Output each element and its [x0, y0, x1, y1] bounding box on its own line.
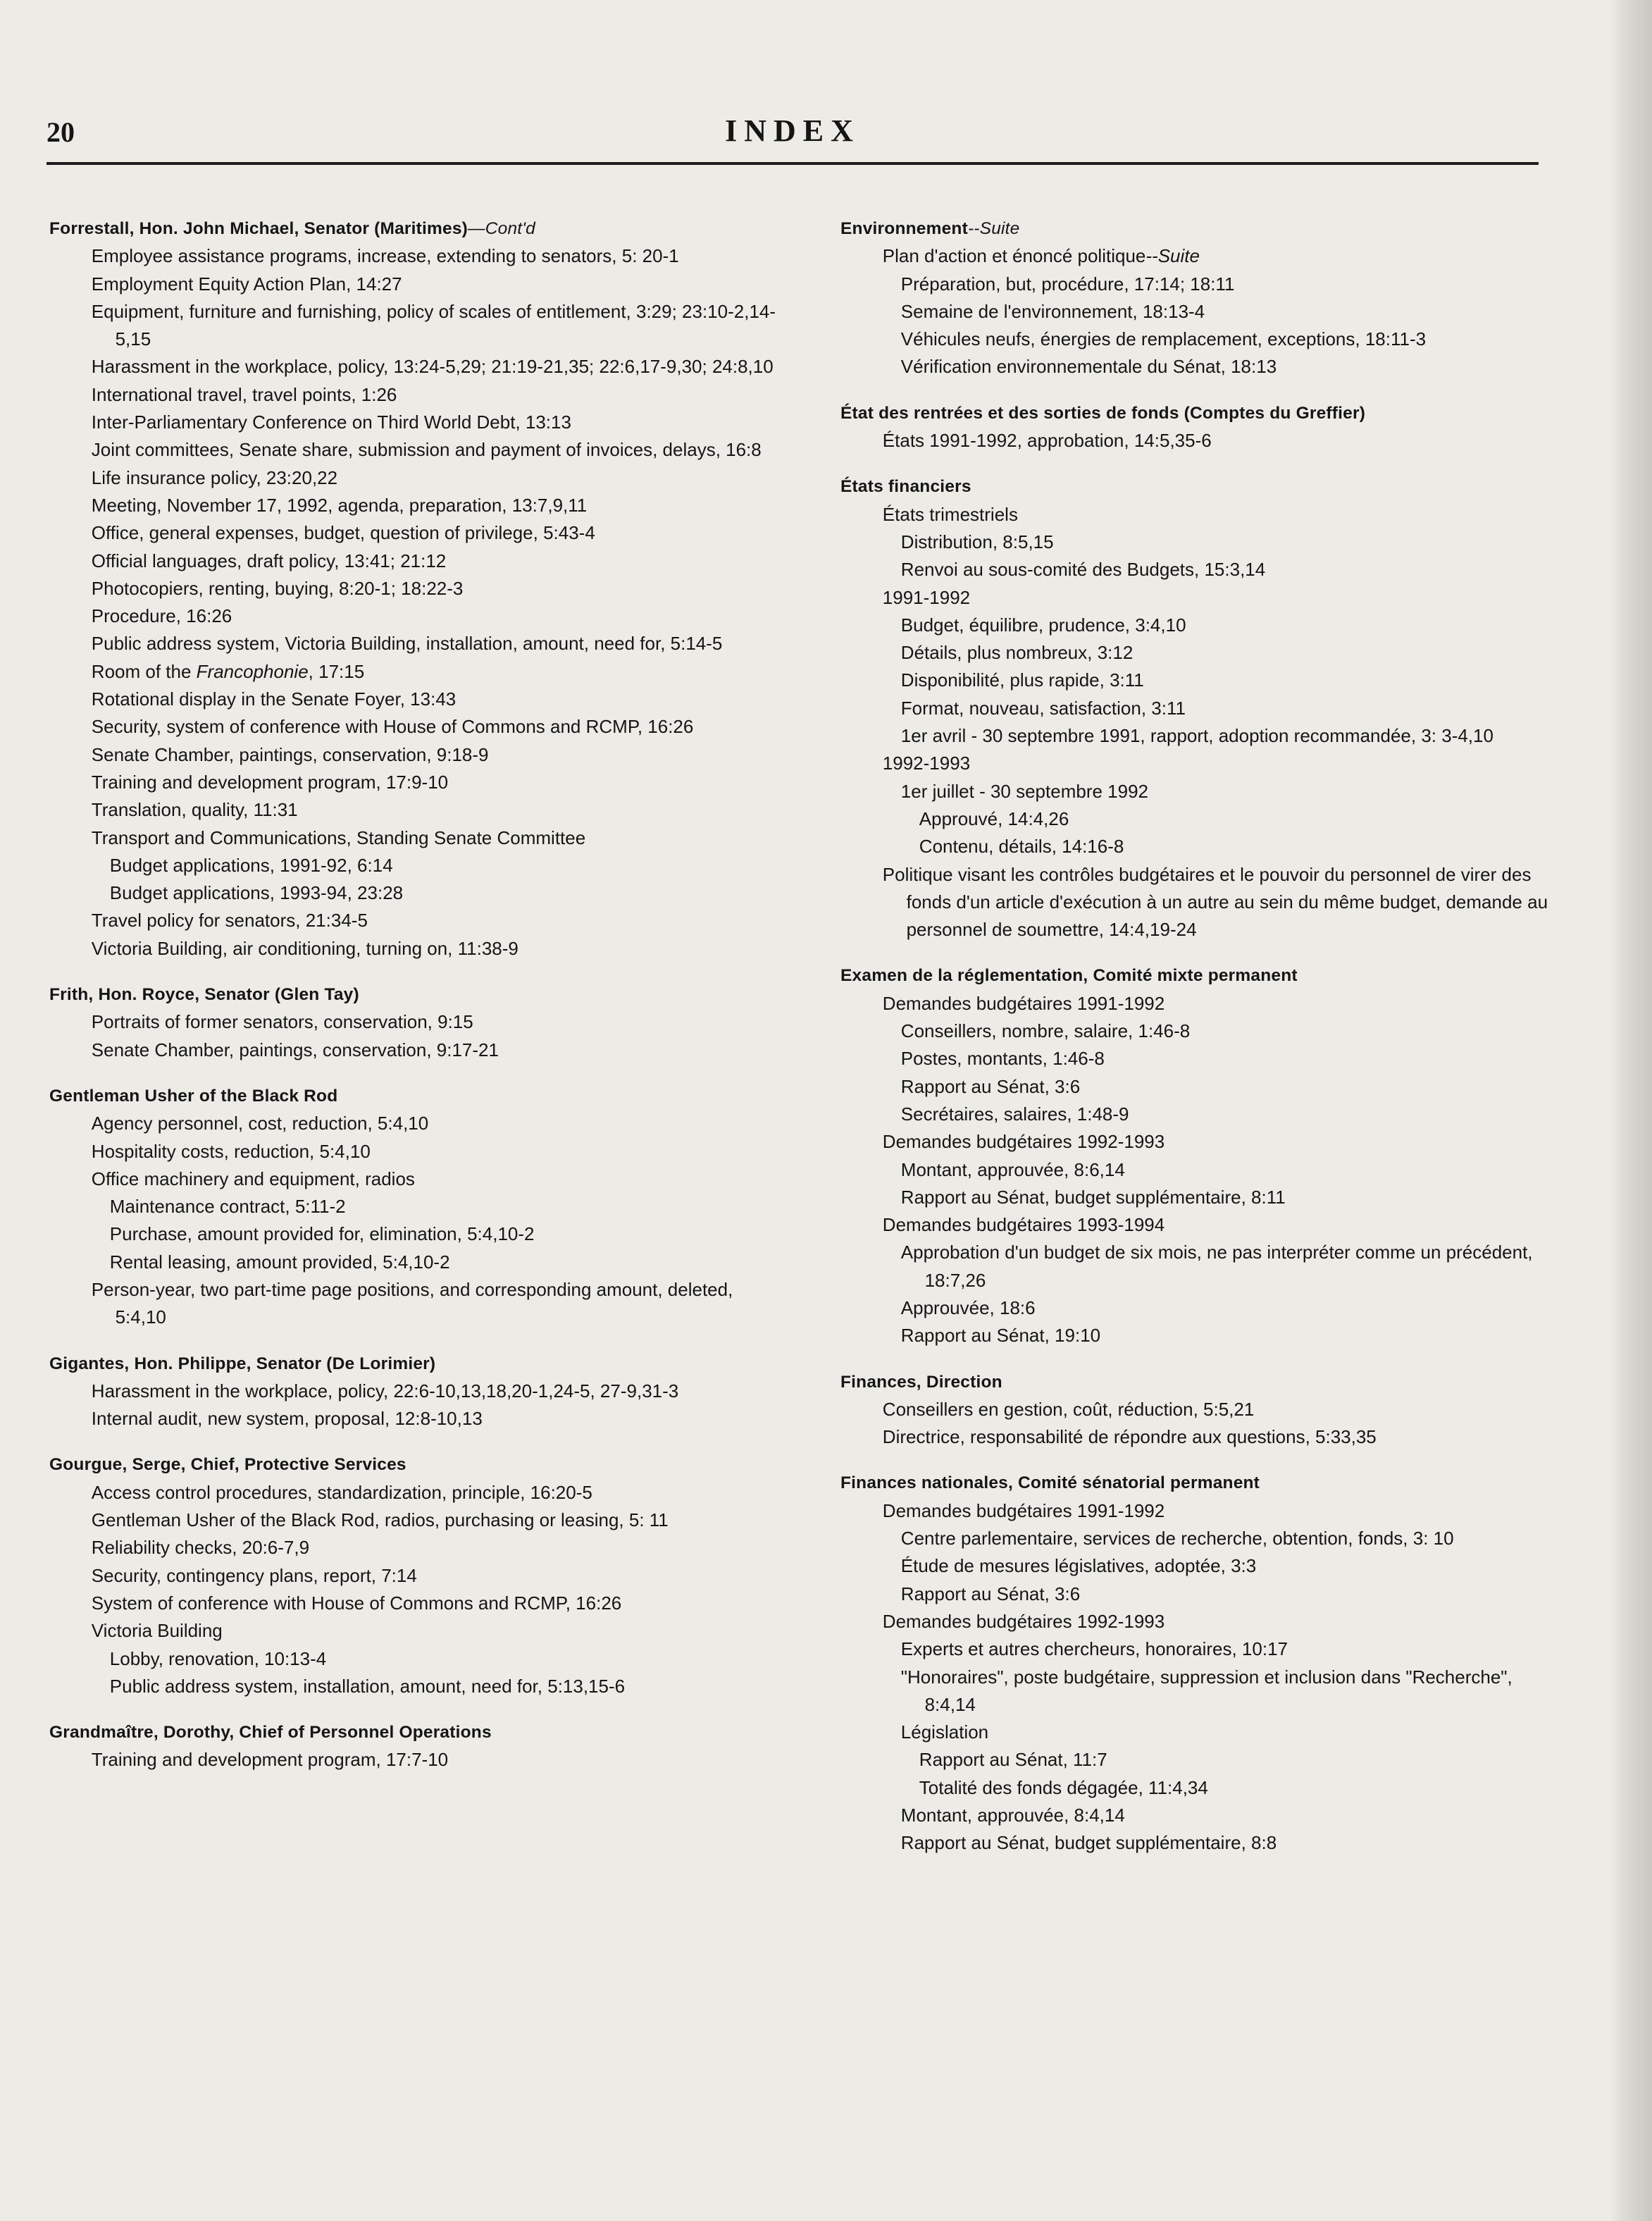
- index-entry: [840, 1469, 1563, 1857]
- index-subentry: Préparation, but, procédure, 17:14; 18:11: [900, 273, 1235, 295]
- index-subentry: 1991-1992: [882, 586, 971, 608]
- index-subentry: Employee assistance programs, increase, extending to senators, 5: 20-1: [91, 245, 679, 267]
- index-subentry: Official languages, draft policy, 13:41; 21:12: [91, 550, 447, 571]
- index-subentry: Public address system, Victoria Building, installation, amount, need for, 5:14-5: [91, 633, 723, 655]
- index-subentry: Rental leasing, amount provided, 5:4,10-2: [109, 1251, 450, 1273]
- index-subentry: Conseillers en gestion, coût, réduction, 5:5,21: [882, 1398, 1255, 1420]
- index-subentry: Office machinery and equipment, radios: [91, 1168, 415, 1189]
- index-subentry: Experts et autres chercheurs, honoraires, 10:17: [900, 1638, 1288, 1660]
- index-subentry: Rapport au Sénat, budget supplémentaire, 8:11: [900, 1186, 1286, 1208]
- index-subentry: Inter-Parliamentary Conference on Third World Debt, 13:13: [91, 412, 571, 433]
- index-subentry: Demandes budgétaires 1992-1993: [882, 1610, 1165, 1632]
- index-heading: Gigantes, Hon. Philippe, Senator (De Lorimier): [49, 1354, 436, 1373]
- index-entry: [840, 962, 1563, 1349]
- index-heading: Gourgue, Serge, Chief, Protective Services: [49, 1455, 406, 1475]
- index-subentry: Renvoi au sous-comité des Budgets, 15:3,14: [900, 559, 1266, 581]
- index-heading: Grandmaître, Dorothy, Chief of Personnel Operations: [49, 1723, 492, 1743]
- index-subentry: Life insurance policy, 23:20,22: [91, 466, 338, 488]
- index-subentry: Senate Chamber, paintings, conservation, 9:17-21: [91, 1039, 499, 1060]
- index-subentry: Harassment in the workplace, policy, 13:24-5,29; 21:19-21,35; 22:6,17-9,30; 24:8,10: [91, 356, 774, 378]
- index-subentry: Agency personnel, cost, reduction, 5:4,10: [91, 1113, 429, 1134]
- index-heading: Examen de la réglementation, Comité mixte permanent: [840, 966, 1298, 986]
- index-column-left: [49, 215, 785, 1793]
- index-subentry: Rapport au Sénat, 3:6: [900, 1583, 1081, 1604]
- index-subentry: Training and development program, 17:7-10: [91, 1749, 449, 1771]
- index-subentry: "Honoraires", poste budgétaire, suppression et inclusion dans "Recherche", 8:4,14: [900, 1666, 1513, 1715]
- index-entry: [49, 1451, 785, 1700]
- index-subentry: Equipment, furniture and furnishing, policy of scales of entitlement, 3:29; 23:10-2,14-5,15: [91, 300, 776, 350]
- index-subentry: Purchase, amount provided for, elimination, 5:4,10-2: [109, 1223, 535, 1245]
- index-heading: Finances nationales, Comité sénatorial permanent: [840, 1473, 1260, 1493]
- index-subentry: 1er avril - 30 septembre 1991, rapport, adoption recommandée, 3: 3-4,10: [900, 725, 1493, 747]
- index-subentry: Approuvée, 18:6: [900, 1297, 1036, 1318]
- index-subentry: Contenu, détails, 14:16-8: [919, 836, 1124, 858]
- index-entry: [49, 981, 785, 1064]
- index-subentry: System of conference with House of Commons and RCMP, 16:26: [91, 1592, 622, 1614]
- index-subentry: Semaine de l'environnement, 18:13-4: [900, 300, 1205, 322]
- index-subentry: Senate Chamber, paintings, conservation, 9:18-9: [91, 743, 489, 765]
- index-heading: Environnement--Suite: [840, 219, 1020, 238]
- index-entry: [840, 215, 1563, 381]
- index-entry: [49, 1719, 785, 1774]
- index-heading: États financiers: [840, 477, 971, 497]
- index-subentry: Rotational display in the Senate Foyer, 13:43: [91, 688, 457, 710]
- index-heading: État des rentrées et des sorties de fonds (Comptes du Greffier): [840, 403, 1366, 423]
- index-subentry: Demandes budgétaires 1993-1994: [882, 1214, 1165, 1236]
- index-subentry: États trimestriels: [882, 503, 1018, 525]
- index-subentry: Rapport au Sénat, budget supplémentaire, 8:8: [900, 1832, 1277, 1854]
- index-subentry: Harassment in the workplace, policy, 22:6-10,13,18,20-1,24-5, 27-9,31-3: [91, 1380, 679, 1402]
- index-subentry: Person-year, two part-time page positions, and corresponding amount, deleted, 5:4,10: [91, 1278, 733, 1328]
- index-subentry: Security, contingency plans, report, 7:14: [91, 1564, 417, 1586]
- index-subentry: États 1991-1992, approbation, 14:5,35-6: [882, 430, 1212, 452]
- index-subentry: Distribution, 8:5,15: [900, 531, 1054, 552]
- index-subentry: Budget applications, 1993-94, 23:28: [109, 882, 404, 904]
- index-subentry: Format, nouveau, satisfaction, 3:11: [900, 697, 1186, 719]
- index-subentry: Photocopiers, renting, buying, 8:20-1; 18:22-3: [91, 577, 464, 599]
- index-subentry: Demandes budgétaires 1992-1993: [882, 1131, 1165, 1153]
- index-subentry: Employment Equity Action Plan, 14:27: [91, 273, 402, 295]
- index-subentry: Gentleman Usher of the Black Rod, radios, purchasing or leasing, 5: 11: [91, 1509, 669, 1531]
- index-subentry: 1992-1993: [882, 753, 971, 774]
- index-subentry: Plan d'action et énoncé politique--Suite: [882, 245, 1200, 267]
- index-subentry: Transport and Communications, Standing Senate Committee: [91, 827, 586, 848]
- index-entry: [49, 1350, 785, 1433]
- index-entry: [49, 1082, 785, 1332]
- index-subentry: Directrice, responsabilité de répondre aux questions, 5:33,35: [882, 1426, 1377, 1448]
- page-number: 20: [46, 116, 75, 148]
- index-subentry: Législation: [900, 1721, 989, 1743]
- index-subentry: 1er juillet - 30 septembre 1992: [900, 780, 1148, 802]
- index-heading: Gentleman Usher of the Black Rod: [49, 1086, 338, 1106]
- index-subentry: Training and development program, 17:9-10: [91, 771, 449, 793]
- index-subentry: Centre parlementaire, services de recherche, obtention, fonds, 3: 10: [900, 1528, 1454, 1549]
- index-subentry: Reliability checks, 20:6-7,9: [91, 1537, 310, 1559]
- index-subentry: Victoria Building: [91, 1620, 223, 1642]
- index-heading: Frith, Hon. Royce, Senator (Glen Tay): [49, 985, 359, 1005]
- index-subentry: Vérification environnementale du Sénat, 18:13: [900, 356, 1277, 378]
- index-subentry: Room of the Francophonie, 17:15: [91, 660, 365, 682]
- index-subentry: Joint committees, Senate share, submission and payment of invoices, delays, 16:8: [91, 439, 762, 461]
- index-subentry: Totalité des fonds dégagée, 11:4,34: [919, 1776, 1208, 1798]
- running-title: INDEX: [725, 113, 860, 148]
- index-subentry: Office, general expenses, budget, question of privilege, 5:43-4: [91, 522, 595, 544]
- index-subentry: Rapport au Sénat, 19:10: [900, 1325, 1101, 1347]
- index-subentry: Secrétaires, salaires, 1:48-9: [900, 1103, 1129, 1125]
- index-entry: [840, 1368, 1563, 1452]
- index-subentry: Rapport au Sénat, 3:6: [900, 1075, 1081, 1097]
- index-entry: [840, 473, 1563, 944]
- index-subentry: Security, system of conference with House of Commons and RCMP, 16:26: [91, 716, 694, 738]
- index-subentry: Victoria Building, air conditioning, turning on, 11:38-9: [91, 937, 518, 959]
- index-subentry: Étude de mesures législatives, adoptée, 3:3: [900, 1555, 1257, 1577]
- page-header: [46, 106, 1539, 165]
- index-subentry: International travel, travel points, 1:26: [91, 383, 397, 405]
- index-subentry: Procedure, 16:26: [91, 605, 232, 627]
- index-subentry: Véhicules neufs, énergies de remplacement, exceptions, 18:11-3: [900, 328, 1427, 350]
- index-subentry: Rapport au Sénat, 11:7: [919, 1749, 1107, 1771]
- index-subentry: Montant, approuvée, 8:4,14: [900, 1805, 1125, 1826]
- index-subentry: Budget applications, 1991-92, 6:14: [109, 854, 393, 876]
- index-subentry: Approbation d'un budget de six mois, ne pas interpréter comme un précédent, 18:7,26: [900, 1242, 1533, 1291]
- index-subentry: Montant, approuvée, 8:6,14: [900, 1158, 1125, 1180]
- index-subentry: Demandes budgétaires 1991-1992: [882, 1499, 1165, 1521]
- index-subentry: Translation, quality, 11:31: [91, 799, 298, 821]
- index-subentry: Lobby, renovation, 10:13-4: [109, 1647, 327, 1669]
- index-subentry: Détails, plus nombreux, 3:12: [900, 642, 1134, 664]
- index-subentry: Internal audit, new system, proposal, 12:8-10,13: [91, 1408, 483, 1430]
- index-subentry: Maintenance contract, 5:11-2: [109, 1196, 346, 1218]
- index-subentry: Postes, montants, 1:46-8: [900, 1048, 1105, 1070]
- index-subentry: Access control procedures, standardization, principle, 16:20-5: [91, 1481, 592, 1503]
- index-subentry: Meeting, November 17, 1992, agenda, preparation, 13:7,9,11: [91, 494, 588, 516]
- index-heading: Finances, Direction: [840, 1372, 1002, 1392]
- index-subentry: Politique visant les contrôles budgétaires et le pouvoir du personnel de virer des fonds d'un article d'exécution à un autre au sein du même budget, demande au personnel de soumettre, 14:4,19-24: [882, 863, 1548, 941]
- index-entry: [840, 400, 1563, 455]
- index-subentry: Budget, équilibre, prudence, 3:4,10: [900, 614, 1186, 636]
- index-subentry: Demandes budgétaires 1991-1992: [882, 992, 1165, 1014]
- index-subentry: Hospitality costs, reduction, 5:4,10: [91, 1140, 371, 1162]
- index-subentry: Portraits of former senators, conservation, 9:15: [91, 1011, 473, 1033]
- index-entry: [49, 215, 785, 963]
- index-subentry: Travel policy for senators, 21:34-5: [91, 910, 368, 932]
- index-subentry: Approuvé, 14:4,26: [919, 808, 1069, 829]
- index-heading: Forrestall, Hon. John Michael, Senator (Maritimes)—Cont'd: [49, 219, 535, 238]
- index-subentry: Disponibilité, plus rapide, 3:11: [900, 669, 1144, 691]
- page-edge-shadow: [1610, 0, 1652, 2221]
- index-column-right: [840, 215, 1563, 1876]
- index-subentry: Conseillers, nombre, salaire, 1:46-8: [900, 1020, 1191, 1042]
- index-subentry: Public address system, installation, amount, need for, 5:13,15-6: [109, 1675, 626, 1697]
